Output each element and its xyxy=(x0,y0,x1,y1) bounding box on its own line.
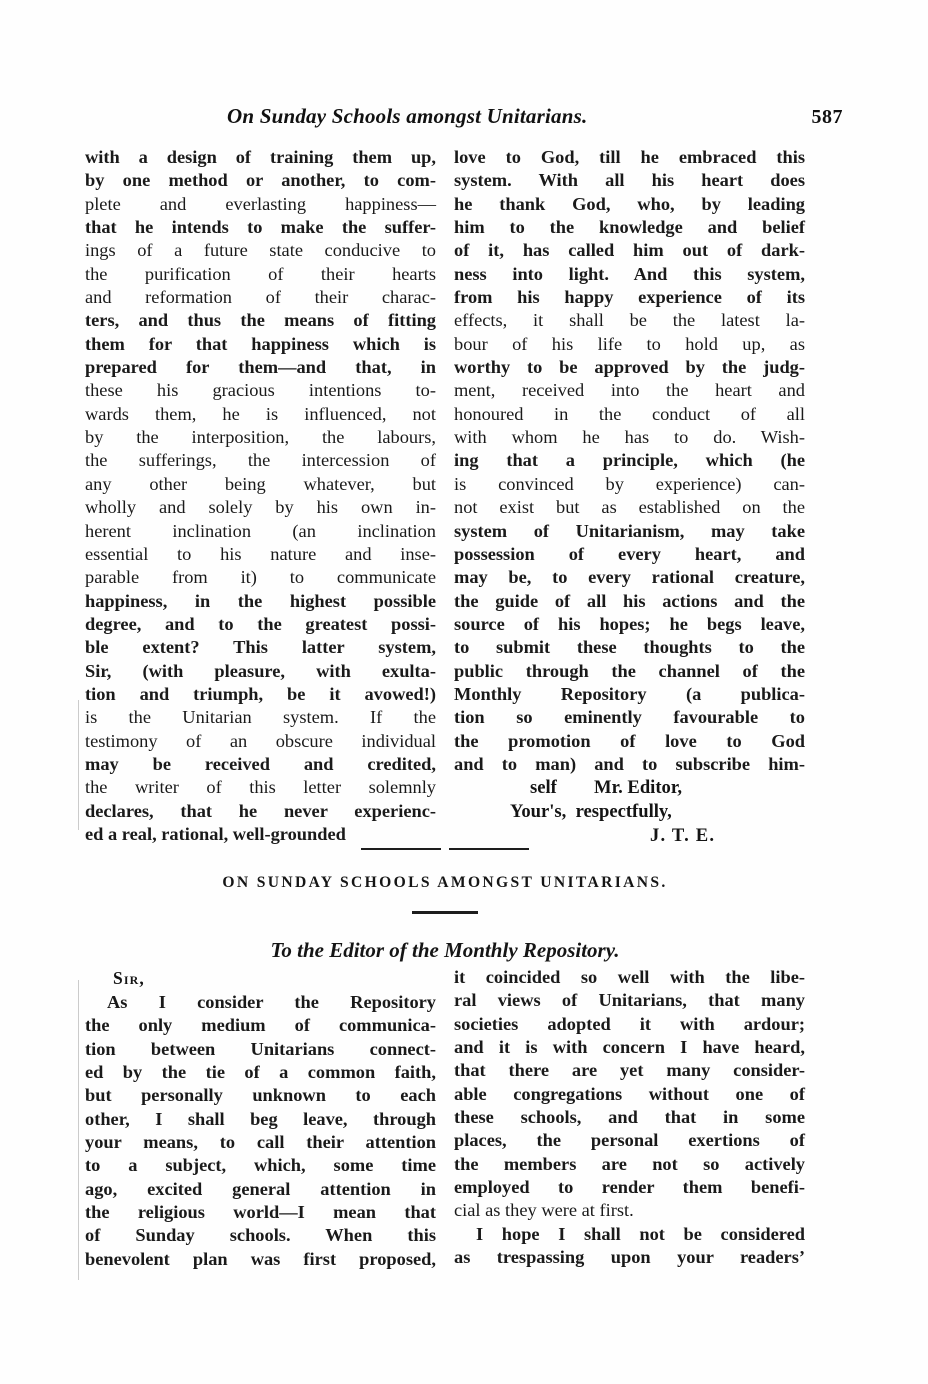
page-number: 587 xyxy=(811,106,843,128)
article-one-left-text xyxy=(85,146,436,846)
article-two-right-paragraph-two xyxy=(454,1223,805,1270)
closing-signature: J. T. E. xyxy=(650,825,716,847)
text-line: ment, received into the heart and xyxy=(454,380,805,401)
text-line: the purification of their hearts xyxy=(85,263,436,284)
text-line: the sufferings, the intercession of xyxy=(85,450,436,471)
text-line: able congregations without one of xyxy=(454,1083,805,1104)
article-two-right-column xyxy=(454,966,805,1271)
article-two-title: ON SUNDAY SCHOOLS AMONGST UNITARIANS. xyxy=(222,874,668,891)
text-line: him to the knowledge and belief xyxy=(454,217,805,238)
article-one-right-text xyxy=(454,146,805,776)
text-line: parable from it) to communicate xyxy=(85,567,436,588)
text-line: the only medium of communica- xyxy=(85,1015,436,1036)
text-line: the writer of this letter solemnly xyxy=(85,777,436,798)
text-line: ed a real, rational, well-grounded xyxy=(85,823,346,844)
text-line: prepared for them—and that, in xyxy=(85,357,436,378)
closing-editor-line: self Mr. Editor, xyxy=(530,777,683,799)
text-line: wholly and solely by his own in- xyxy=(85,497,436,518)
text-line: but personally unknown to each xyxy=(85,1085,436,1106)
article-two-columns xyxy=(85,966,805,1271)
text-line: and to man) and to subscribe him- xyxy=(454,753,805,774)
text-line: it coincided so well with the libe- xyxy=(454,967,805,987)
text-line: ago, excited general attention in xyxy=(85,1178,436,1199)
text-line: tion between Unitarians connect- xyxy=(85,1038,436,1059)
text-line: source of his hopes; he begs leave, xyxy=(454,613,805,634)
text-line: of it, has called him out of dark- xyxy=(454,240,805,261)
text-line: of Sunday schools. When this xyxy=(85,1225,436,1246)
text-line: ings of a future state conducive to xyxy=(85,240,436,261)
text-line: wards them, he is influenced, not xyxy=(85,403,436,424)
divider-rule-upper xyxy=(361,846,529,852)
text-line: testimony of an obscure individual xyxy=(85,730,436,751)
text-line: the religious world—I mean that xyxy=(85,1202,436,1223)
text-line: ble extent? This latter system, xyxy=(85,637,436,658)
text-line: that he intends to make the suffer- xyxy=(85,217,436,238)
text-line: effects, it shall be the latest la- xyxy=(454,310,805,331)
text-line: from his happy experience of its xyxy=(454,287,805,308)
running-head-title: On Sunday Schools amongst Unitarians. xyxy=(227,104,588,128)
article-one-right-column xyxy=(454,146,805,848)
text-line: ters, and thus the means of fitting xyxy=(85,310,436,331)
text-line: ed by the tie of a common faith, xyxy=(85,1062,436,1083)
text-line: by the interposition, the labours, xyxy=(85,427,436,448)
text-line: not exist but as established on the xyxy=(454,497,805,518)
text-line: As I consider the Repository xyxy=(107,992,436,1012)
text-line: with a design of training them up, xyxy=(85,147,436,167)
text-line: may be received and credited, xyxy=(85,753,436,774)
text-line: plete and everlasting happiness— xyxy=(85,193,436,214)
article-one-left-column xyxy=(85,146,436,848)
text-line: bour of his life to hold up, as xyxy=(454,333,805,354)
text-line: system of Unitarianism, may take xyxy=(454,520,805,541)
text-line: societies adopted it with ardour; xyxy=(454,1013,805,1034)
text-line: may be, to every rational creature, xyxy=(454,567,805,588)
text-line: these his gracious intentions to- xyxy=(85,380,436,401)
text-line: your means, to call their attention xyxy=(85,1132,436,1153)
text-line: herent inclination (an inclination xyxy=(85,520,436,541)
text-line: worthy to be approved by the judg- xyxy=(454,357,805,378)
divider-rule-lower xyxy=(412,911,478,914)
running-head xyxy=(85,104,843,138)
text-line: as trespassing upon your readers’ xyxy=(454,1247,805,1268)
text-line: them for that happiness which is xyxy=(85,333,436,354)
text-line: ral views of Unitarians, that many xyxy=(454,990,805,1011)
text-line: tion and triumph, be it avowed!) xyxy=(85,683,436,704)
text-line: ness into light. And this system, xyxy=(454,263,805,284)
text-line: to submit these thoughts to the xyxy=(454,637,805,658)
text-line: essential to his nature and inse- xyxy=(85,543,436,564)
text-line: and reformation of their charac- xyxy=(85,287,436,308)
salutation: Sir, xyxy=(113,968,145,988)
text-line: benevolent plan was first proposed, xyxy=(85,1248,436,1269)
text-line: love to God, till he embraced this xyxy=(454,147,805,167)
text-line: these schools, and that in some xyxy=(454,1107,805,1128)
text-line: employed to render them benefi- xyxy=(454,1177,805,1198)
text-line: is convinced by experience) can- xyxy=(454,473,805,494)
text-line: and it is with concern I have heard, xyxy=(454,1037,805,1058)
letter-closing-block xyxy=(454,776,805,848)
text-line: ing that a principle, which (he xyxy=(454,450,805,471)
text-line: the guide of all his actions and the xyxy=(454,590,805,611)
article-two-subtitle: To the Editor of the Monthly Repository. xyxy=(270,937,620,962)
article-one-columns xyxy=(85,146,805,848)
text-line: Sir, (with pleasure, with exulta- xyxy=(85,660,436,681)
text-line: declares, that he never experienc- xyxy=(85,800,436,821)
text-line: Monthly Repository (a publica- xyxy=(454,683,805,704)
text-line: that there are yet many consider- xyxy=(454,1060,805,1081)
text-line: any other being whatever, but xyxy=(85,473,436,494)
text-line: tion so eminently favourable to xyxy=(454,707,805,728)
text-line: places, the personal exertions of xyxy=(454,1130,805,1151)
closing-yours-line: Your's, respectfully, xyxy=(510,801,672,823)
text-line: possession of every heart, and xyxy=(454,543,805,564)
binding-gutter-artifact xyxy=(78,700,79,830)
text-line: to a subject, which, some time xyxy=(85,1155,436,1176)
text-line: system. With all his heart does xyxy=(454,170,805,191)
article-two-left-text xyxy=(85,991,436,1271)
text-line: honoured in the conduct of all xyxy=(454,403,805,424)
text-line: the members are not so actively xyxy=(454,1153,805,1174)
text-line: degree, and to the greatest possi- xyxy=(85,613,436,634)
text-line: is the Unitarian system. If the xyxy=(85,707,436,728)
text-line: he thank God, who, by leading xyxy=(454,193,805,214)
article-two-right-text xyxy=(454,966,805,1223)
text-line: by one method or another, to com- xyxy=(85,170,436,191)
text-line: I hope I shall not be considered xyxy=(476,1223,805,1244)
text-line: cial as they were at first. xyxy=(454,1200,634,1221)
text-line: with whom he has to do. Wish- xyxy=(454,427,805,448)
article-two-heading-block xyxy=(85,846,805,963)
text-line: public through the channel of the xyxy=(454,660,805,681)
text-line: other, I shall beg leave, through xyxy=(85,1108,436,1129)
article-two-left-column xyxy=(85,966,436,1271)
text-line: the promotion of love to God xyxy=(454,730,805,751)
binding-gutter-artifact-lower xyxy=(78,980,79,1280)
text-line: happiness, in the highest possible xyxy=(85,590,436,611)
